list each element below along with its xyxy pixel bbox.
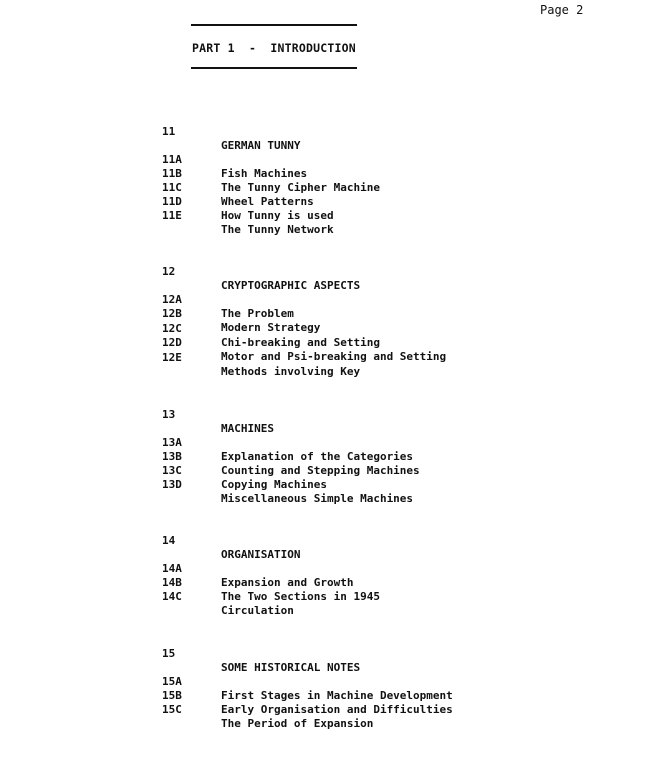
- item-text: Fish Machines: [221, 167, 308, 180]
- item-text: Miscellaneous Simple Machines: [221, 492, 414, 505]
- item-number: 11A: [162, 153, 182, 166]
- item-number: 12D: [162, 336, 182, 349]
- item-number: 12A: [162, 293, 182, 306]
- section-title: GERMAN TUNNY: [221, 139, 301, 152]
- item-number: 13D: [162, 478, 182, 491]
- item-text: First Stages in Machine Development: [221, 689, 453, 702]
- item-number: 13B: [162, 450, 182, 463]
- item-text: Counting and Stepping Machines: [221, 464, 420, 477]
- item-number: 14C: [162, 590, 182, 603]
- item-number: 15B: [162, 689, 182, 702]
- section-number: 11: [162, 125, 176, 138]
- top-rule: [191, 24, 357, 26]
- item-text: Copying Machines: [221, 478, 327, 491]
- item-number: 15C: [162, 703, 182, 716]
- item-text: The Two Sections in 1945: [221, 590, 380, 603]
- item-text: Chi-breaking and Setting: [221, 336, 380, 349]
- item-text: Explanation of the Categories: [221, 450, 414, 463]
- item-number: 11E: [162, 209, 182, 222]
- item-text: Early Organisation and Difficulties: [221, 703, 453, 716]
- item-number: 12B: [162, 307, 182, 320]
- section-number: 12: [162, 265, 176, 278]
- item-text: The Tunny Cipher Machine: [221, 181, 380, 194]
- item-number: 13C: [162, 464, 182, 477]
- item-number: 15A: [162, 675, 182, 688]
- section-number: 15: [162, 647, 176, 660]
- item-number: 11C: [162, 181, 182, 194]
- item-text: Expansion and Growth: [221, 576, 354, 589]
- item-text: The Period of Expansion: [221, 717, 374, 730]
- item-text: Motor and Psi-breaking and Setting: [221, 350, 447, 363]
- section-title: SOME HISTORICAL NOTES: [221, 661, 361, 674]
- section-title: MACHINES: [221, 422, 274, 435]
- item-text: Wheel Patterns: [221, 195, 314, 208]
- item-number: 13A: [162, 436, 182, 449]
- section-title: CRYPTOGRAPHIC ASPECTS: [221, 279, 361, 292]
- item-number: 12C: [162, 322, 182, 335]
- item-text: Methods involving Key: [221, 365, 361, 378]
- page-number: Page 2: [540, 3, 584, 17]
- item-number: 14A: [162, 562, 182, 575]
- section-title: ORGANISATION: [221, 548, 301, 561]
- item-text: The Problem: [221, 307, 294, 320]
- item-text: How Tunny is used: [221, 209, 334, 222]
- item-number: 11B: [162, 167, 182, 180]
- item-text: The Tunny Network: [221, 223, 334, 236]
- section-number: 13: [162, 408, 176, 421]
- item-number: 14B: [162, 576, 182, 589]
- bottom-rule: [191, 67, 357, 69]
- item-number: 11D: [162, 195, 182, 208]
- item-text: Circulation: [221, 604, 294, 617]
- section-number: 14: [162, 534, 176, 547]
- item-text: Modern Strategy: [221, 321, 321, 334]
- part-title: PART 1 - INTRODUCTION: [192, 41, 356, 55]
- item-number: 12E: [162, 351, 182, 364]
